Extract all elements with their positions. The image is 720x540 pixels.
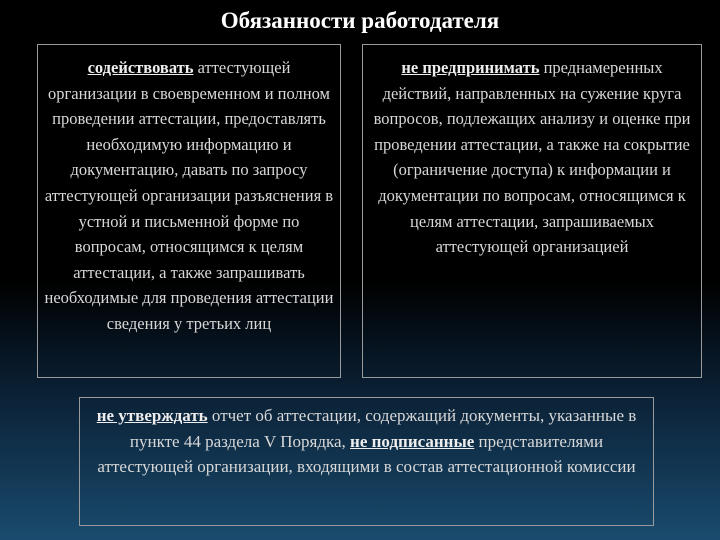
cooperate-text: аттестующей организации в своевременном и полном проведении аттестации, предоставлять необходимую информацию и документацию, давать по запросу аттестующей организации разъяснения в устной и письменной форме по вопросам, относящимся к целям аттестации, а также запрашивать необходимые для проведения аттестации сведения у третьих лиц	[44, 58, 334, 333]
cooperate-keyword: содействовать	[87, 58, 194, 77]
no-obstruction-duty-box	[362, 44, 702, 378]
unsigned-text: представителями аттестующей организации, входящими в состав аттестационной комиссии	[97, 431, 636, 477]
no-approval-text: отчет об аттестации, содержащий документы, указанные в пункте 44 раздела V Порядка,	[129, 406, 637, 451]
unsigned-keyword: не подписанные	[350, 431, 475, 451]
no-obstruction-text: преднамеренных действий, направленных на сужение круга вопросов, подлежащих анализу и оценке при проведении аттестации, а также на сокрытие (ограничение доступа) к информации и документации по вопросам, относящимся к целям аттестации, запрашиваемых аттестующей организацией	[373, 58, 691, 257]
slide-title: Обязанности работодателя	[220, 8, 500, 33]
no-approval-duty-box	[79, 397, 654, 526]
cooperate-duty-box	[37, 44, 341, 378]
no-obstruction-keyword: не предпринимать	[401, 58, 540, 77]
no-approval-keyword: не утверждать	[96, 406, 208, 425]
